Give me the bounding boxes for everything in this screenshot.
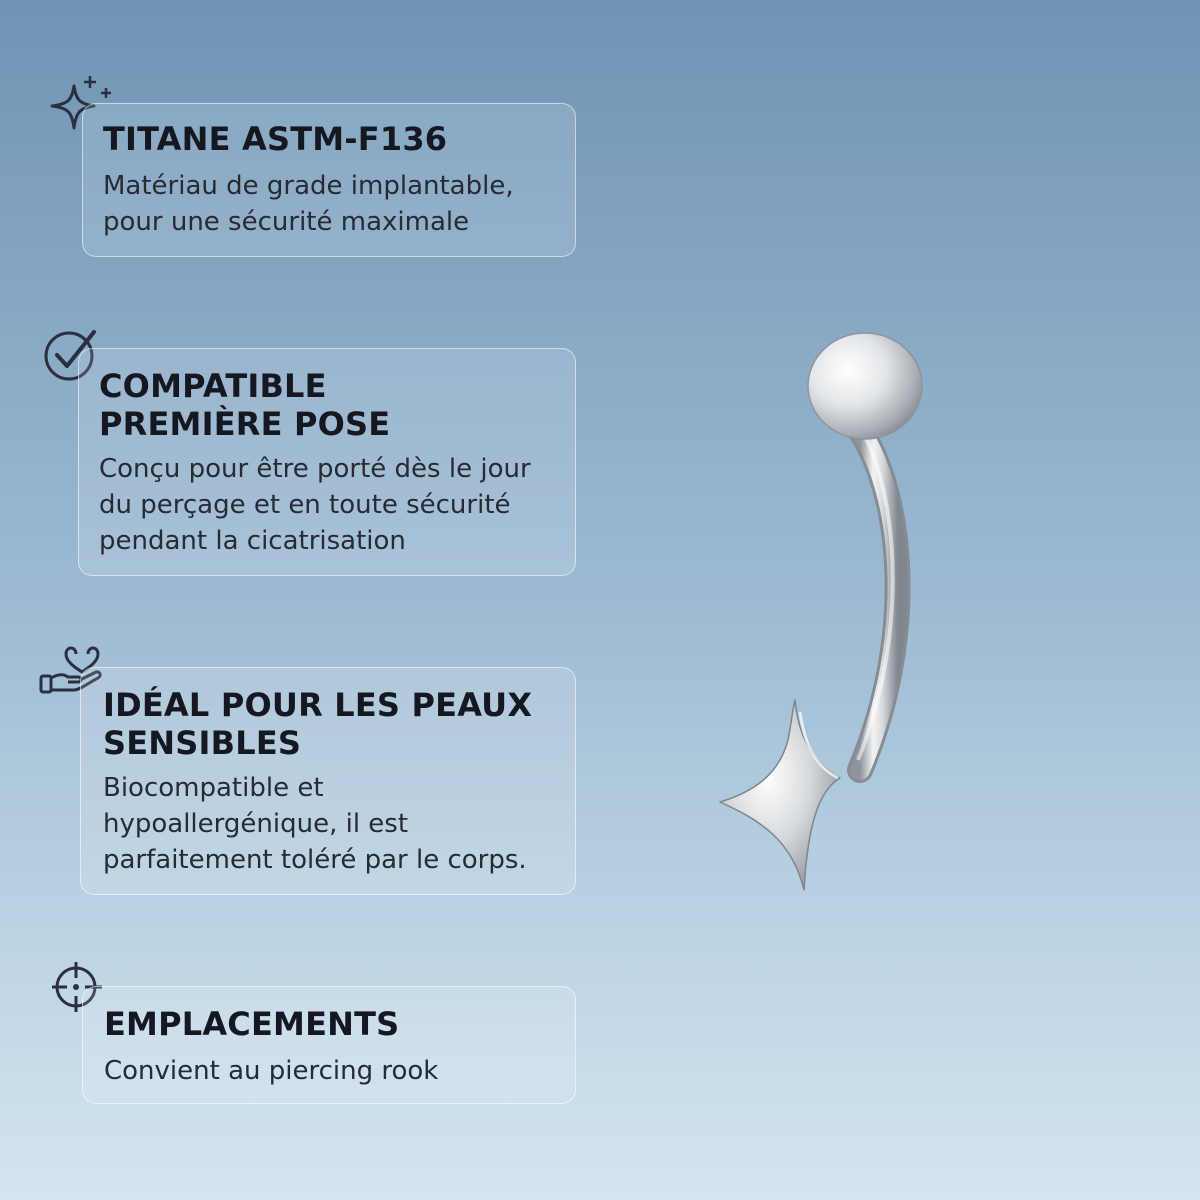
feature-card-first-piercing [78,348,576,576]
feature-card-sensitive-skin [80,667,576,895]
feature-description-sensitive-skin: Biocompatible et hypoallergénique, il est parfaitement toléré par le corps. [103,773,527,875]
curved-barbell-star-icon [700,320,960,920]
feature-card-placements [82,986,576,1104]
feature-title-placements: EMPLACEMENTS [104,1005,400,1043]
feature-card-material [82,103,576,257]
feature-title-material: TITANE ASTM-F136 [103,120,448,158]
feature-description-material: Matériau de grade implantable, pour une sécurité maximale [103,171,514,237]
feature-description-first-piercing: Conçu pour être porté dès le jour du perçage et en toute sécurité pendant la cicatrisation [99,454,531,556]
feature-description-placements: Convient au piercing rook [104,1056,439,1086]
feature-title-first-piercing: COMPATIBLE PREMIÈRE POSE [99,367,391,443]
feature-title-sensitive-skin: IDÉAL POUR LES PEAUX SENSIBLES [103,686,533,762]
